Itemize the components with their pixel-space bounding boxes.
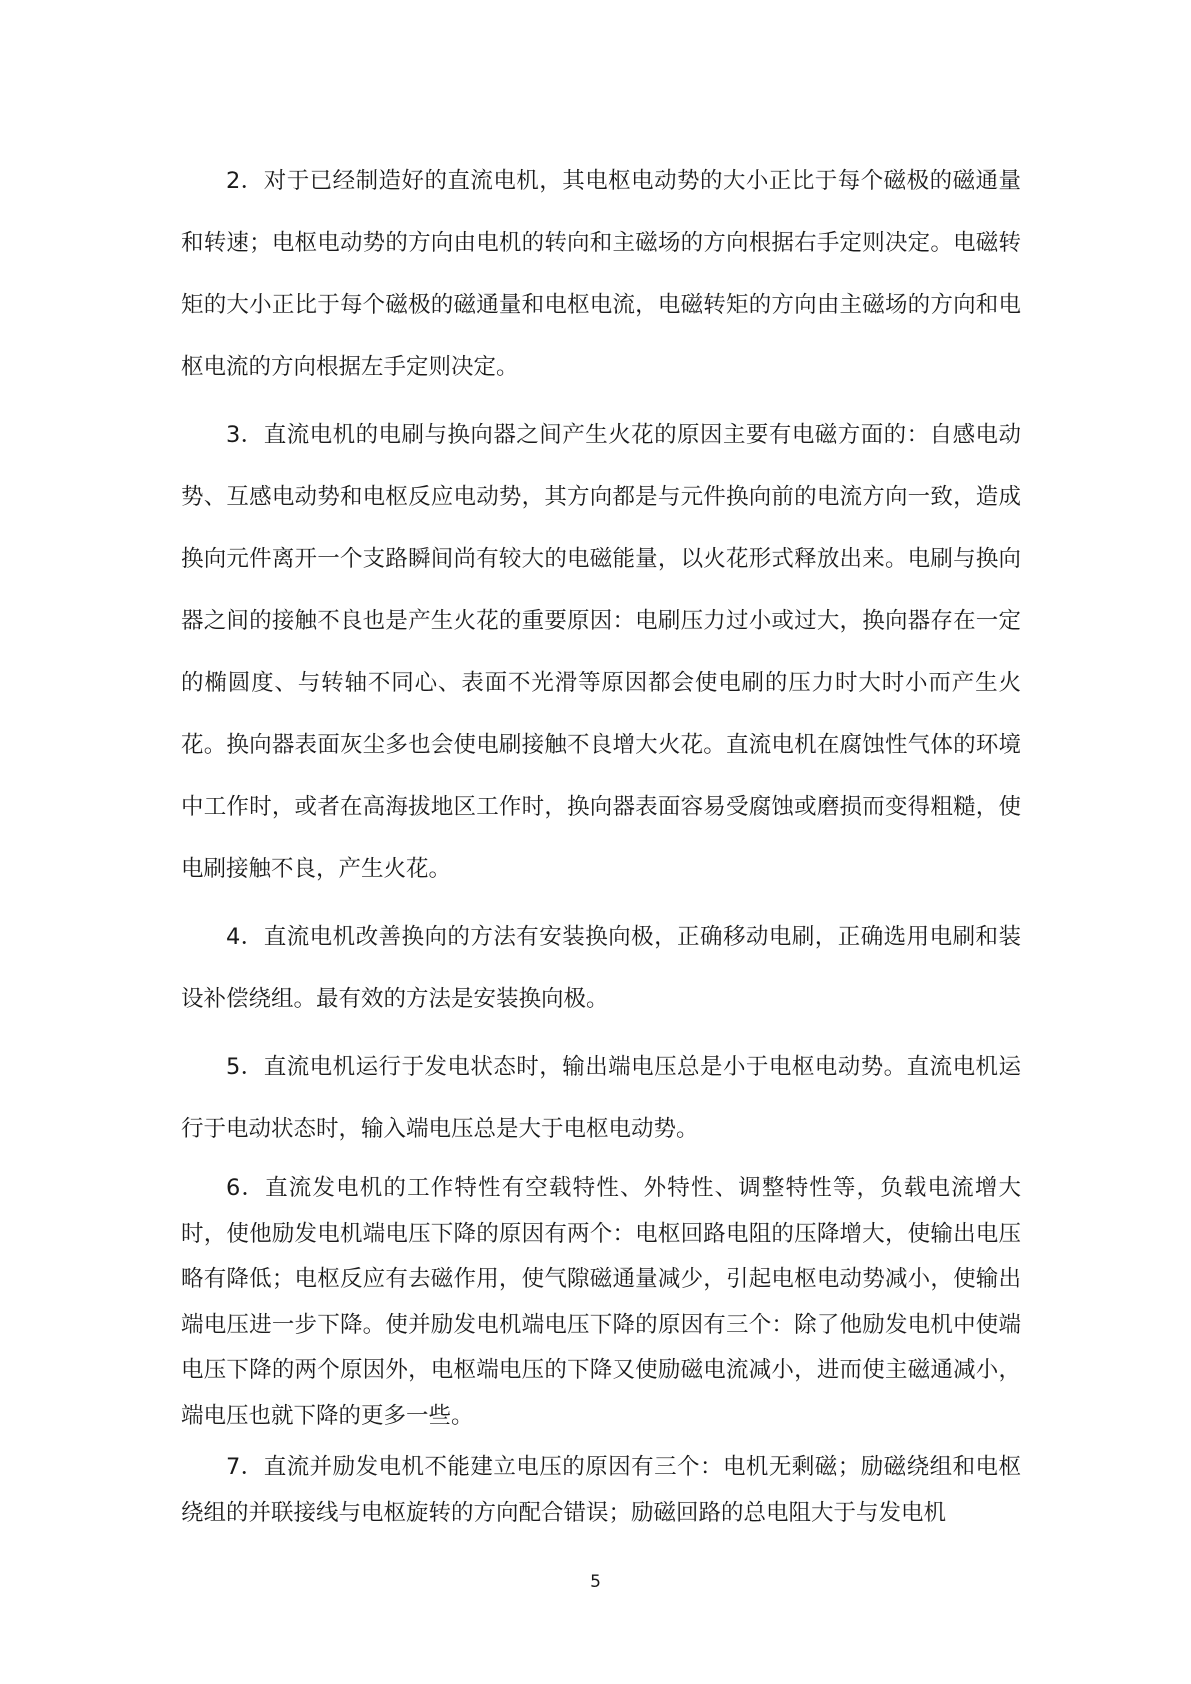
paragraph-7: 7．直流并励发电机不能建立电压的原因有三个：电机无剩磁；励磁绕组和电枢绕组的并联接线与电枢旋转的方向配合错误；励磁回路的总电阻大于与发电机 — [181, 1454, 1021, 1526]
paragraph-2: 2．对于已经制造好的直流电机，其电枢电动势的大小正比于每个磁极的磁通量和转速；电枢电动势的方向由电机的转向和主磁场的方向根据右手定则决定。电磁转矩的大小正比于每个磁极的磁通量和电枢电流，电磁转矩的方向由主磁场的方向和电枢电流的方向根据左手定则决定。 — [181, 168, 1021, 380]
paragraph-3: 3．直流电机的电刷与换向器之间产生火花的原因主要有电磁方面的：自感电动势、互感电动势和电枢反应电动势，其方向都是与元件换向前的电流方向一致，造成换向元件离开一个支路瞬间尚有较大的电磁能量，以火花形式释放出来。电刷与换向器之间的接触不良也是产生火花的重要原因：电刷压力过小或过大，换向器存在一定的椭圆度、与转轴不同心、表面不光滑等原因都会使电刷的压力时大时小而产生火花。换向器表面灰尘多也会使电刷接触不良增大火花。直流电机在腐蚀性气体的环境中工作时，或者在高海拔地区工作时，换向器表面容易受腐蚀或磨损而变得粗糙，使电刷接触不良，产生火花。 — [181, 422, 1021, 882]
page-number: 5 — [590, 1572, 601, 1592]
paragraph-4: 4．直流电机改善换向的方法有安装换向极，正确移动电刷，正确选用电刷和装设补偿绕组。最有效的方法是安装换向极。 — [181, 924, 1021, 1012]
paragraph-5: 5．直流电机运行于发电状态时，输出端电压总是小于电枢电动势。直流电机运行于电动状态时，输入端电压总是大于电枢电动势。 — [181, 1054, 1021, 1142]
paragraph-6: 6．直流发电机的工作特性有空载特性、外特性、调整特性等，负载电流增大时，使他励发电机端电压下降的原因有两个：电枢回路电阻的压降增大，使输出电压略有降低；电枢反应有去磁作用，使气隙磁通量减少，引起电枢电动势减小，使输出端电压进一步下降。使并励发电机端电压下降的原因有三个：除了他励发电机中使端电压下降的两个原因外，电枢端电压的下降又使励磁电流减小，进而使主磁通减小，端电压也就下降的更多一些。 — [181, 1175, 1021, 1429]
document-body — [181, 150, 1021, 1536]
